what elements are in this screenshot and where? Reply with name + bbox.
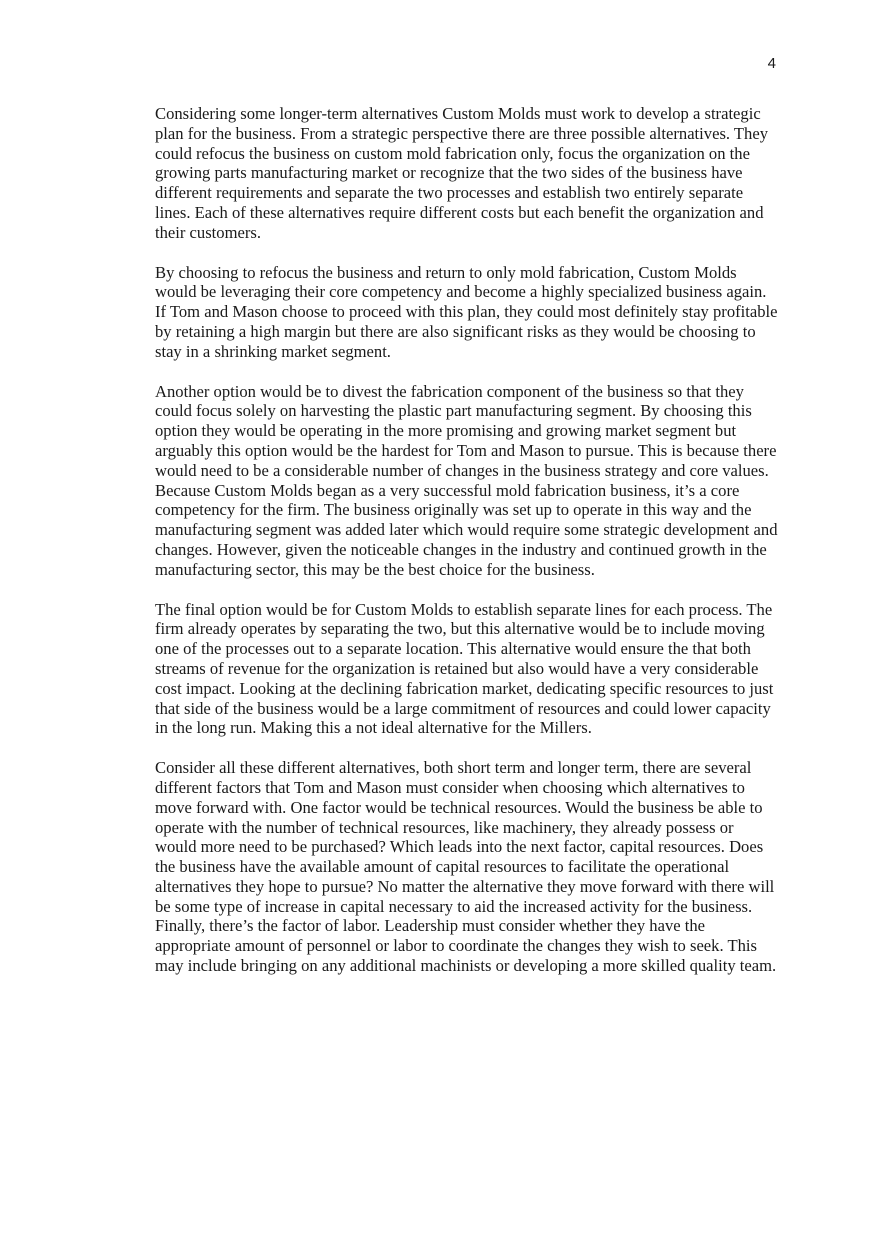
paragraph-separate-lines: The final option would be for Custom Molds to establish separate lines for each process. The firm already operates by separating the two, but this alternative would be to include moving one of the processes out to a separate location. This alternative would ensure the that both streams of revenue for the organization is retained but also would have a very considerable cost impact. Looking at the declining fabrication market, dedicating specific resources to just that side of the business would be a large commitment of resources and could lower capacity in the long run. Making this a not ideal alternative for the Millers.	[155, 599, 774, 738]
paragraph-strategic-plan: Considering some longer-term alternatives Custom Molds must work to develop a strategic plan for the business. From a strategic perspective there are three possible alternatives. They could refocus the business on custom mold fabrication only, focus the organization on the growing parts manufacturing market or recognize that the two sides of the business have different requirements and separate the two processes and establish two entirely separate lines. Each of these alternatives require different costs but each benefit the organization and their customers.	[155, 104, 768, 242]
paragraph-refocus-fabrication: By choosing to refocus the business and return to only mold fabrication, Custom Molds would be leveraging their core competency and become a highly specialized business again. If Tom and Mason choose to proceed with this plan, they could most definitely stay profitable by retaining a high margin but there are also significant risks as they would be choosing to stay in a shrinking market segment.	[155, 262, 778, 361]
document-body	[155, 104, 779, 996]
paragraph-resource-factors: Consider all these different alternatives, both short term and longer term, there are several different factors that Tom and Mason must consider when choosing which alternatives to move forward with. One factor would be technical resources. Would the business be able to operate with the number of technical resources, like machinery, they already possess or would more need to be purchased? Which leads into the next factor, capital resources. Does the business have the available amount of capital resources to facilitate the operational alternatives they hope to pursue? No matter the alternative they move forward with there will be some type of increase in capital necessary to aid the increased activity for the business. Finally, there’s the factor of labor. Leadership must consider whether they have the appropriate amount of personnel or labor to coordinate the changes they wish to seek. This may include bringing on any additional machinists or developing a more skilled quality team.	[155, 758, 777, 976]
page-number: 4	[767, 55, 776, 72]
paragraph-divest-fabrication: Another option would be to divest the fabrication component of the business so that they could focus solely on harvesting the plastic part manufacturing segment. By choosing this option they would be operating in the more promising and growing market segment but arguably this option would be the hardest for Tom and Mason to pursue. This is because there would need to be a considerable number of changes in the business strategy and core values. Because Custom Molds began as a very successful mold fabrication business, it’s a core competency for the firm. The business originally was set up to operate in this way and the manufacturing segment was added later which would require some strategic development and changes. However, given the noticeable changes in the industry and continued growth in the manufacturing sector, this may be the best choice for the business.	[155, 381, 778, 579]
